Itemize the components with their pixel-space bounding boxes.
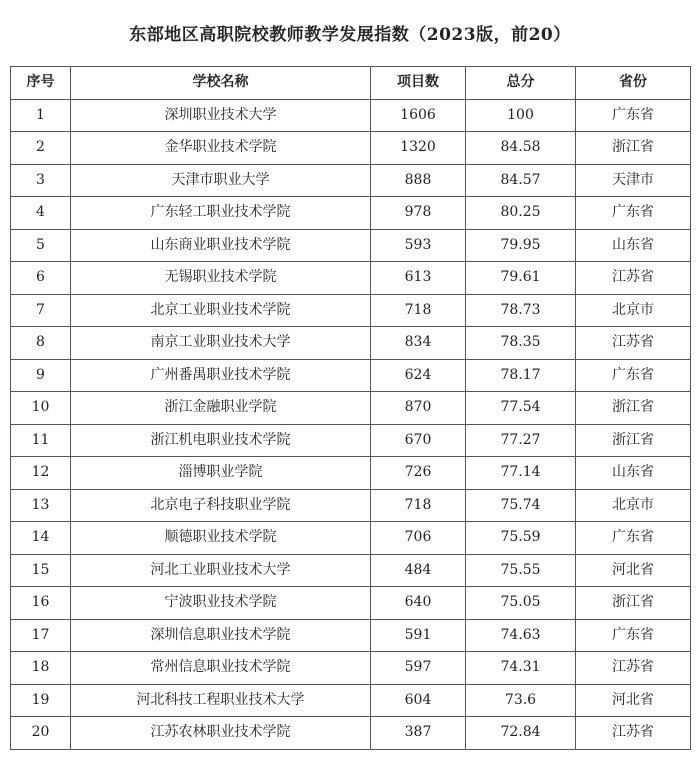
total-score-cell: 77.54 [466, 392, 576, 425]
project-count-cell: 640 [371, 587, 466, 620]
total-score-cell: 75.05 [466, 587, 576, 620]
header-school-name: 学校名称 [71, 67, 371, 100]
province-cell: 广东省 [576, 522, 691, 555]
project-count-cell: 1320 [371, 132, 466, 165]
province-cell: 广东省 [576, 359, 691, 392]
total-score-cell: 84.58 [466, 132, 576, 165]
school-name-cell: 淄博职业学院 [71, 457, 371, 490]
project-count-cell: 726 [371, 457, 466, 490]
project-count-cell: 978 [371, 197, 466, 230]
total-score-cell: 78.17 [466, 359, 576, 392]
total-score-cell: 72.84 [466, 717, 576, 750]
school-name-cell: 南京工业职业技术大学 [71, 327, 371, 360]
header-province: 省份 [576, 67, 691, 100]
project-count-cell: 834 [371, 327, 466, 360]
school-name-cell: 顺德职业技术学院 [71, 522, 371, 555]
rank-cell: 8 [11, 327, 71, 360]
school-name-cell: 北京电子科技职业学院 [71, 489, 371, 522]
table-row [11, 684, 691, 717]
school-name-cell: 河北科技工程职业技术大学 [71, 684, 371, 717]
school-name-cell: 无锡职业技术学院 [71, 262, 371, 295]
rank-cell: 7 [11, 294, 71, 327]
project-count-cell: 888 [371, 164, 466, 197]
province-cell: 天津市 [576, 164, 691, 197]
project-count-cell: 604 [371, 684, 466, 717]
table-row [11, 359, 691, 392]
table-row [11, 164, 691, 197]
project-count-cell: 870 [371, 392, 466, 425]
table-body [11, 99, 691, 749]
rank-cell: 2 [11, 132, 71, 165]
province-cell: 山东省 [576, 457, 691, 490]
rank-cell: 13 [11, 489, 71, 522]
school-name-cell: 北京工业职业技术学院 [71, 294, 371, 327]
table-row [11, 132, 691, 165]
school-name-cell: 广州番禺职业技术学院 [71, 359, 371, 392]
school-name-cell: 浙江机电职业技术学院 [71, 424, 371, 457]
school-name-cell: 山东商业职业技术学院 [71, 229, 371, 262]
rank-cell: 4 [11, 197, 71, 230]
table-row [11, 294, 691, 327]
total-score-cell: 73.6 [466, 684, 576, 717]
total-score-cell: 75.74 [466, 489, 576, 522]
project-count-cell: 718 [371, 489, 466, 522]
table-title: 东部地区高职院校教师教学发展指数（2023版，前20） [129, 25, 571, 45]
table-row [11, 262, 691, 295]
table-row [11, 717, 691, 750]
table-row [11, 587, 691, 620]
header-rank: 序号 [11, 67, 71, 100]
rank-cell: 18 [11, 652, 71, 685]
total-score-cell: 77.14 [466, 457, 576, 490]
rank-cell: 6 [11, 262, 71, 295]
rank-cell: 14 [11, 522, 71, 555]
province-cell: 北京市 [576, 294, 691, 327]
rank-cell: 15 [11, 554, 71, 587]
school-name-cell: 河北工业职业技术大学 [71, 554, 371, 587]
school-name-cell: 天津市职业大学 [71, 164, 371, 197]
province-cell: 浙江省 [576, 424, 691, 457]
rank-cell: 9 [11, 359, 71, 392]
project-count-cell: 593 [371, 229, 466, 262]
rank-cell: 3 [11, 164, 71, 197]
province-cell: 浙江省 [576, 392, 691, 425]
province-cell: 浙江省 [576, 587, 691, 620]
table-row [11, 554, 691, 587]
table-row [11, 489, 691, 522]
rank-cell: 1 [11, 99, 71, 132]
project-count-cell: 1606 [371, 99, 466, 132]
province-cell: 江苏省 [576, 652, 691, 685]
school-name-cell: 浙江金融职业学院 [71, 392, 371, 425]
school-name-cell: 江苏农林职业技术学院 [71, 717, 371, 750]
project-count-cell: 591 [371, 619, 466, 652]
rank-cell: 20 [11, 717, 71, 750]
rank-cell: 16 [11, 587, 71, 620]
table-row [11, 327, 691, 360]
table-row [11, 652, 691, 685]
project-count-cell: 597 [371, 652, 466, 685]
province-cell: 山东省 [576, 229, 691, 262]
rank-cell: 10 [11, 392, 71, 425]
table-row [11, 424, 691, 457]
total-score-cell: 79.95 [466, 229, 576, 262]
rank-cell: 17 [11, 619, 71, 652]
table-header-row [11, 67, 691, 100]
header-project-count: 项目数 [371, 67, 466, 100]
total-score-cell: 80.25 [466, 197, 576, 230]
project-count-cell: 484 [371, 554, 466, 587]
rank-cell: 11 [11, 424, 71, 457]
total-score-cell: 74.31 [466, 652, 576, 685]
province-cell: 河北省 [576, 554, 691, 587]
total-score-cell: 79.61 [466, 262, 576, 295]
total-score-cell: 78.35 [466, 327, 576, 360]
total-score-cell: 75.55 [466, 554, 576, 587]
table-row [11, 197, 691, 230]
school-name-cell: 广东轻工职业技术学院 [71, 197, 371, 230]
table-row [11, 619, 691, 652]
total-score-cell: 74.63 [466, 619, 576, 652]
province-cell: 河北省 [576, 684, 691, 717]
total-score-cell: 78.73 [466, 294, 576, 327]
table-row [11, 392, 691, 425]
project-count-cell: 387 [371, 717, 466, 750]
project-count-cell: 670 [371, 424, 466, 457]
project-count-cell: 624 [371, 359, 466, 392]
project-count-cell: 613 [371, 262, 466, 295]
province-cell: 广东省 [576, 197, 691, 230]
province-cell: 江苏省 [576, 262, 691, 295]
province-cell: 江苏省 [576, 717, 691, 750]
rank-cell: 12 [11, 457, 71, 490]
province-cell: 浙江省 [576, 132, 691, 165]
ranking-table [10, 66, 691, 750]
total-score-cell: 84.57 [466, 164, 576, 197]
table-row [11, 457, 691, 490]
total-score-cell: 77.27 [466, 424, 576, 457]
province-cell: 北京市 [576, 489, 691, 522]
school-name-cell: 常州信息职业技术学院 [71, 652, 371, 685]
school-name-cell: 深圳信息职业技术学院 [71, 619, 371, 652]
school-name-cell: 深圳职业技术大学 [71, 99, 371, 132]
province-cell: 江苏省 [576, 327, 691, 360]
rank-cell: 5 [11, 229, 71, 262]
school-name-cell: 宁波职业技术学院 [71, 587, 371, 620]
province-cell: 广东省 [576, 99, 691, 132]
total-score-cell: 100 [466, 99, 576, 132]
header-total-score: 总分 [466, 67, 576, 100]
table-row [11, 229, 691, 262]
school-name-cell: 金华职业技术学院 [71, 132, 371, 165]
rank-cell: 19 [11, 684, 71, 717]
table-row [11, 522, 691, 555]
province-cell: 广东省 [576, 619, 691, 652]
project-count-cell: 706 [371, 522, 466, 555]
total-score-cell: 75.59 [466, 522, 576, 555]
table-row [11, 99, 691, 132]
project-count-cell: 718 [371, 294, 466, 327]
